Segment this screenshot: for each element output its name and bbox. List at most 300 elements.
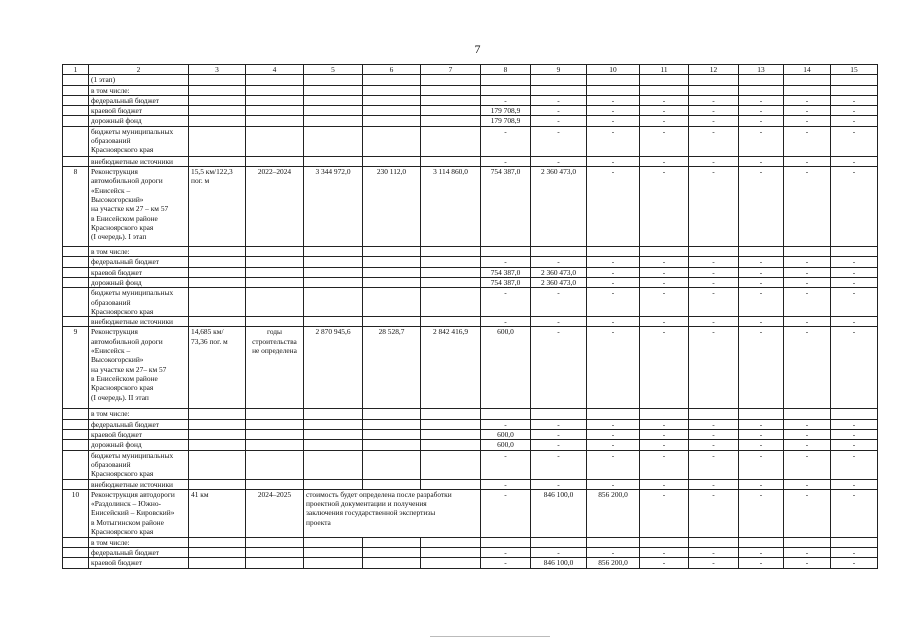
table-cell: - [640, 156, 689, 166]
column-number: 4 [246, 65, 304, 75]
table-cell [246, 440, 304, 450]
table-cell [421, 277, 481, 287]
investment-table [62, 64, 878, 569]
table-cell: - [831, 126, 878, 156]
table-cell [189, 277, 246, 287]
table-cell: 3 344 972,0 [304, 167, 363, 247]
table-cell: - [689, 277, 739, 287]
table-cell: 600,0 [481, 430, 531, 440]
table-cell [304, 317, 363, 327]
table-cell: стоимость будет определена после разработки проектной документации и получения заключения государственной экспертизы проекта [304, 489, 481, 537]
table-cell: - [831, 317, 878, 327]
table-cell: - [481, 288, 531, 317]
table-cell [831, 247, 878, 257]
table-cell: 846 100,0 [531, 489, 587, 537]
table-cell: - [587, 106, 640, 116]
row-number-cell [63, 479, 89, 489]
table-cell: - [531, 317, 587, 327]
table-cell [739, 247, 784, 257]
table-cell: - [689, 419, 739, 429]
table-cell: - [640, 277, 689, 287]
table-cell [189, 75, 246, 85]
row-number-cell [63, 317, 89, 327]
table-cell [640, 409, 689, 419]
description-cell: в том числе: [89, 409, 189, 419]
table-cell [831, 85, 878, 95]
table-cell: - [689, 257, 739, 267]
table-cell: - [587, 440, 640, 450]
column-number: 10 [587, 65, 640, 75]
table-cell [481, 409, 531, 419]
description-cell: дорожный фонд [89, 440, 189, 450]
table-cell: 846 100,0 [531, 558, 587, 568]
table-cell: - [831, 327, 878, 409]
column-number: 13 [739, 65, 784, 75]
table-cell [531, 75, 587, 85]
description-cell: внебюджетные источники [89, 156, 189, 166]
row-number-cell [63, 440, 89, 450]
table-cell [739, 85, 784, 95]
table-cell [246, 409, 304, 419]
table-cell: - [784, 156, 831, 166]
table-cell: 15,5 км/122,3 пог. м [189, 167, 246, 247]
table-cell [421, 106, 481, 116]
table-cell [587, 537, 640, 547]
table-cell [189, 479, 246, 489]
table-cell [304, 419, 363, 429]
table-cell [784, 247, 831, 257]
table-cell: - [640, 419, 689, 429]
description-cell: Реконструкция автомобильной дороги «Енисейск – Высокогорский» на участке км 27– км 57 в Енисейском районе Красноярского края (I очередь). II этап [89, 327, 189, 409]
table-cell [304, 440, 363, 450]
table-cell: - [531, 327, 587, 409]
table-cell [189, 85, 246, 95]
table-cell [246, 85, 304, 95]
table-cell: - [831, 257, 878, 267]
table-cell [363, 156, 421, 166]
row-number-cell [63, 247, 89, 257]
table-cell [421, 85, 481, 95]
table-cell: - [784, 116, 831, 126]
table-row [63, 419, 878, 429]
table-row [63, 288, 878, 317]
row-number-cell [63, 537, 89, 547]
description-cell: Реконструкция автодороги «Раздолинск – Южно- Енисейский – Кировский» в Мотыгинском районе Красноярского края [89, 489, 189, 537]
table-cell: - [587, 317, 640, 327]
table-cell [246, 247, 304, 257]
row-number-cell [63, 106, 89, 116]
table-cell [689, 409, 739, 419]
table-cell [481, 537, 531, 547]
table-cell [363, 95, 421, 105]
table-cell: - [784, 558, 831, 568]
table-cell [304, 75, 363, 85]
table-cell [421, 558, 481, 568]
table-cell [189, 288, 246, 317]
table-cell [189, 106, 246, 116]
table-cell [246, 277, 304, 287]
table-cell [189, 409, 246, 419]
table-cell: - [587, 288, 640, 317]
table-cell [189, 257, 246, 267]
table-cell: - [739, 317, 784, 327]
table-cell [784, 85, 831, 95]
table-cell [246, 548, 304, 558]
table-cell: - [784, 106, 831, 116]
table-cell: - [689, 450, 739, 479]
table-cell: - [689, 548, 739, 558]
table-cell [246, 257, 304, 267]
page-number: 7 [474, 42, 481, 56]
description-cell: Реконструкция автомобильной дороги «Енисейск – Высокогорский» на участке км 27 – км 57 в Енисейском районе Красноярского края (I очередь). I этап [89, 167, 189, 247]
table-cell [246, 537, 304, 547]
table-cell [363, 75, 421, 85]
table-cell: - [689, 95, 739, 105]
table-cell: - [689, 126, 739, 156]
table-cell [831, 409, 878, 419]
table-cell: - [531, 479, 587, 489]
table-row [63, 257, 878, 267]
row-number-cell [63, 156, 89, 166]
table-cell: - [531, 95, 587, 105]
table-cell [363, 548, 421, 558]
table-cell: - [481, 548, 531, 558]
table-cell: - [784, 479, 831, 489]
table-cell: - [784, 126, 831, 156]
table-cell: 856 200,0 [587, 558, 640, 568]
table-cell [246, 558, 304, 568]
table-cell: - [587, 126, 640, 156]
table-cell: - [831, 489, 878, 537]
table-cell [421, 479, 481, 489]
row-number-cell [63, 116, 89, 126]
table-cell: - [531, 450, 587, 479]
table-cell: 856 200,0 [587, 489, 640, 537]
table-cell [304, 430, 363, 440]
description-cell: краевой бюджет [89, 430, 189, 440]
table-cell: - [531, 288, 587, 317]
table-cell: - [481, 419, 531, 429]
table-cell [363, 419, 421, 429]
table-cell [189, 95, 246, 105]
table-row [63, 95, 878, 105]
table-cell [481, 75, 531, 85]
description-cell: внебюджетные источники [89, 317, 189, 327]
table-cell [189, 450, 246, 479]
description-cell: в том числе: [89, 247, 189, 257]
table-cell [831, 75, 878, 85]
table-cell: - [587, 257, 640, 267]
table-cell [189, 247, 246, 257]
table-cell [421, 116, 481, 126]
table-cell: - [531, 156, 587, 166]
column-number: 9 [531, 65, 587, 75]
table-cell [421, 317, 481, 327]
table-row [63, 440, 878, 450]
table-cell: - [739, 257, 784, 267]
table-cell: 2022–2024 [246, 167, 304, 247]
table-cell: - [587, 156, 640, 166]
row-number-cell [63, 558, 89, 568]
table-cell [304, 247, 363, 257]
table-cell: 600,0 [481, 327, 531, 409]
table-cell: - [831, 548, 878, 558]
table-cell [421, 537, 481, 547]
table-cell [739, 409, 784, 419]
table-cell [304, 450, 363, 479]
table-cell [189, 419, 246, 429]
column-number: 15 [831, 65, 878, 75]
table-cell [421, 75, 481, 85]
table-cell [421, 430, 481, 440]
table-cell: - [587, 116, 640, 126]
description-cell: федеральный бюджет [89, 257, 189, 267]
table-cell [246, 95, 304, 105]
column-number: 8 [481, 65, 531, 75]
row-number-cell [63, 548, 89, 558]
table-cell: - [739, 440, 784, 450]
table-cell [587, 75, 640, 85]
table-cell [363, 409, 421, 419]
table-cell: - [481, 558, 531, 568]
table-row [63, 167, 878, 247]
table-cell: - [640, 317, 689, 327]
table-cell: - [831, 430, 878, 440]
table-cell: 41 км [189, 489, 246, 537]
table-cell: - [739, 116, 784, 126]
table-cell: - [831, 450, 878, 479]
table-cell [246, 430, 304, 440]
table-cell [189, 440, 246, 450]
table-cell: - [831, 479, 878, 489]
table-cell: - [587, 267, 640, 277]
table-cell [189, 537, 246, 547]
table-row [63, 479, 878, 489]
table-cell: - [739, 489, 784, 537]
table-cell: - [587, 430, 640, 440]
table-cell: - [531, 116, 587, 126]
table-cell [640, 75, 689, 85]
table-cell: - [739, 156, 784, 166]
table-cell: - [587, 450, 640, 479]
table-cell: - [689, 106, 739, 116]
table-cell: - [640, 479, 689, 489]
table-cell: - [784, 489, 831, 537]
table-cell [363, 85, 421, 95]
table-cell [689, 85, 739, 95]
description-cell: в том числе: [89, 85, 189, 95]
table-cell: 179 708,9 [481, 106, 531, 116]
table-row [63, 409, 878, 419]
table-cell: - [640, 440, 689, 450]
row-number-cell [63, 267, 89, 277]
table-cell: 2 360 473,0 [531, 167, 587, 247]
table-cell: - [739, 450, 784, 479]
table-cell: - [481, 479, 531, 489]
table-cell: - [640, 257, 689, 267]
table-cell: - [640, 167, 689, 247]
table-cell [784, 537, 831, 547]
row-number-cell [63, 257, 89, 267]
table-cell: - [739, 126, 784, 156]
table-cell: - [739, 267, 784, 277]
description-cell: бюджеты муниципальных образований Красноярского края [89, 126, 189, 156]
table-cell [246, 419, 304, 429]
table-cell [363, 247, 421, 257]
column-numbers-row [63, 65, 878, 75]
table-cell: - [739, 167, 784, 247]
table-cell [363, 537, 421, 547]
table-row [63, 126, 878, 156]
table-cell: - [689, 156, 739, 166]
description-cell: внебюджетные источники [89, 479, 189, 489]
table-cell: - [689, 440, 739, 450]
table-cell [421, 257, 481, 267]
table-cell [363, 106, 421, 116]
table-cell: - [784, 267, 831, 277]
table-cell [640, 247, 689, 257]
table-cell: - [739, 419, 784, 429]
description-cell: краевой бюджет [89, 267, 189, 277]
row-number-cell [63, 277, 89, 287]
table-cell [531, 409, 587, 419]
table-cell: - [689, 267, 739, 277]
table-cell [246, 479, 304, 489]
table-cell: - [689, 116, 739, 126]
table-cell: годы строительства не определена [246, 327, 304, 409]
table-cell [739, 75, 784, 85]
table-cell: - [831, 267, 878, 277]
table-row [63, 156, 878, 166]
table-cell: - [640, 126, 689, 156]
table-cell: - [831, 95, 878, 105]
table-row [63, 430, 878, 440]
table-cell [363, 430, 421, 440]
table-cell: - [831, 156, 878, 166]
row-number-cell [63, 95, 89, 105]
table-cell: - [587, 479, 640, 489]
table-cell: - [784, 327, 831, 409]
table-cell [363, 440, 421, 450]
description-cell: в том числе: [89, 537, 189, 547]
table-cell: - [531, 548, 587, 558]
table-cell [784, 75, 831, 85]
table-row [63, 106, 878, 116]
table-cell [246, 156, 304, 166]
table-cell: - [739, 558, 784, 568]
table-cell: - [739, 479, 784, 489]
table-cell: - [784, 430, 831, 440]
table-cell: - [831, 106, 878, 116]
table-cell: - [531, 419, 587, 429]
table-cell [304, 548, 363, 558]
table-cell: - [587, 95, 640, 105]
table-cell [531, 537, 587, 547]
table-cell: 3 114 860,0 [421, 167, 481, 247]
table-cell: - [784, 440, 831, 450]
table-cell: - [689, 317, 739, 327]
table-cell: - [784, 317, 831, 327]
table-cell: 754 387,0 [481, 167, 531, 247]
column-number: 14 [784, 65, 831, 75]
column-number: 3 [189, 65, 246, 75]
table-cell: - [531, 430, 587, 440]
table-cell: - [831, 419, 878, 429]
table-cell: - [739, 430, 784, 440]
table-cell [363, 267, 421, 277]
table-cell: - [640, 106, 689, 116]
table-cell [246, 267, 304, 277]
table-cell: 754 387,0 [481, 277, 531, 287]
table-cell: - [784, 167, 831, 247]
table-cell: - [784, 95, 831, 105]
table-cell [421, 288, 481, 317]
column-number: 2 [89, 65, 189, 75]
table-cell: 14,685 км/ 73,36 пог. м [189, 327, 246, 409]
table-cell [304, 95, 363, 105]
row-number-cell: 8 [63, 167, 89, 247]
description-cell: бюджеты муниципальных образований Красноярского края [89, 450, 189, 479]
table-cell: 2 360 473,0 [531, 267, 587, 277]
table-cell [421, 419, 481, 429]
table-cell [421, 95, 481, 105]
table-cell [640, 85, 689, 95]
table-cell [189, 267, 246, 277]
description-cell: (1 этап) [89, 75, 189, 85]
table-cell: - [831, 288, 878, 317]
table-cell [587, 409, 640, 419]
table-cell: - [481, 489, 531, 537]
table-cell: - [784, 419, 831, 429]
table-cell [421, 548, 481, 558]
table-cell [363, 116, 421, 126]
table-row [63, 450, 878, 479]
table-cell: - [587, 548, 640, 558]
table-cell: 179 708,9 [481, 116, 531, 126]
table-cell [246, 288, 304, 317]
table-cell: - [640, 267, 689, 277]
table-body [63, 65, 878, 569]
table-cell: - [531, 126, 587, 156]
table-cell: - [640, 430, 689, 440]
table-cell: - [481, 126, 531, 156]
table-cell: - [587, 167, 640, 247]
table-cell [363, 558, 421, 568]
table-row [63, 116, 878, 126]
table-cell: - [784, 548, 831, 558]
table-row [63, 548, 878, 558]
table-cell: - [784, 257, 831, 267]
row-number-cell [63, 450, 89, 479]
table-cell [363, 277, 421, 287]
table-cell [831, 537, 878, 547]
table-row [63, 558, 878, 568]
table-cell: - [481, 450, 531, 479]
table-cell: 230 112,0 [363, 167, 421, 247]
table-cell [189, 116, 246, 126]
table-cell [531, 85, 587, 95]
table-cell [304, 156, 363, 166]
table-cell: - [689, 430, 739, 440]
table-cell: - [831, 558, 878, 568]
description-cell: дорожный фонд [89, 277, 189, 287]
table-cell [689, 247, 739, 257]
table-cell [304, 409, 363, 419]
table-cell [304, 479, 363, 489]
row-number-cell [63, 75, 89, 85]
table-cell [304, 558, 363, 568]
column-number: 7 [421, 65, 481, 75]
